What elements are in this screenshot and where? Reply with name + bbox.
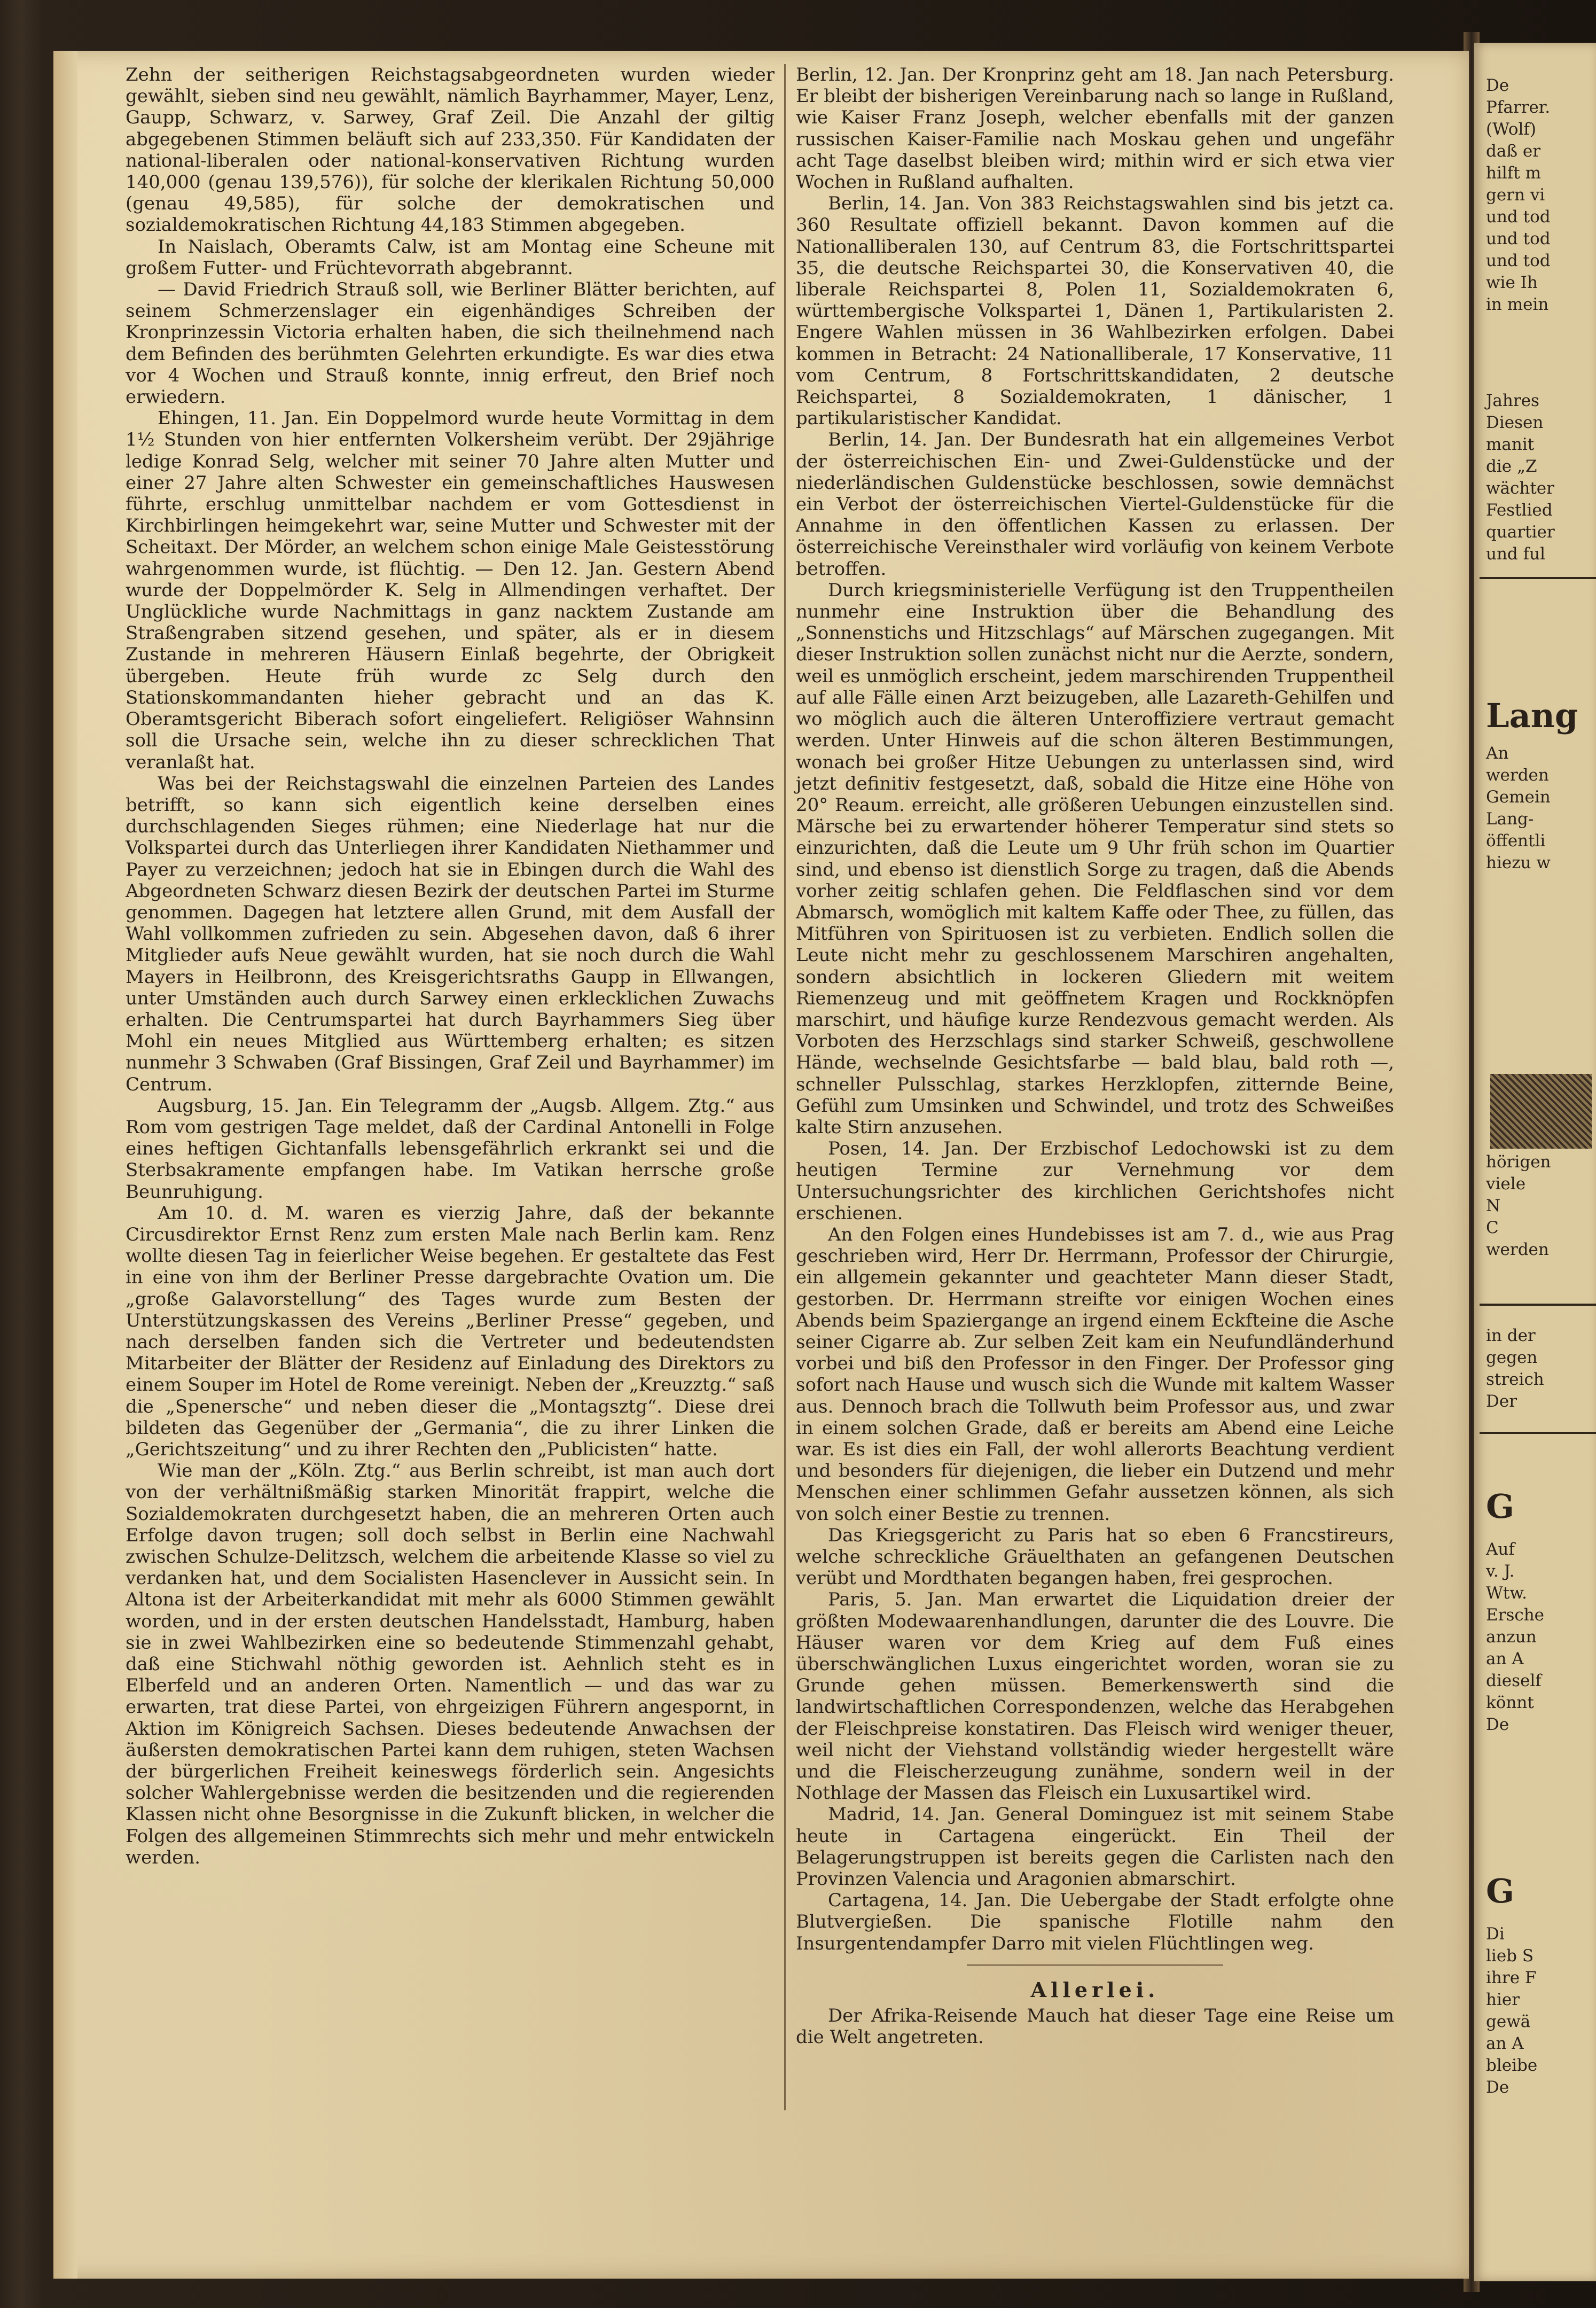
left-column bbox=[126, 64, 774, 1868]
adjacent-page-line: Diesen bbox=[1486, 413, 1544, 432]
adjacent-page-line: Der bbox=[1486, 1392, 1517, 1411]
adjacent-page-line: und tod bbox=[1486, 229, 1551, 248]
adjacent-page-rule bbox=[1480, 1432, 1596, 1434]
section-rule bbox=[967, 1964, 1223, 1966]
column-rule bbox=[784, 64, 786, 2110]
adjacent-page-line: ihre F bbox=[1486, 1968, 1537, 1987]
adjacent-page-line: Festlied bbox=[1486, 501, 1553, 520]
article-paragraph: Berlin, 14. Jan. Der Bundesrath hat ein allgemeines Verbot der österreichischen Ein- und Zwei-Guldenstücke und der niederländischen Guldenstücke beschlossen, sowie demnächst ein Verbot der österreichischen Viertel-Guldenstücke für die Annahme in den öffentlichen Kassen zu erlassen. Der österreichische Vereinsthaler wird vorläufig von keinem Verbote betroffen. bbox=[796, 429, 1394, 580]
adjacent-page-line: an A bbox=[1486, 1649, 1524, 1668]
adjacent-page-line: lieb S bbox=[1486, 1946, 1534, 1966]
article-paragraph: Der Afrika-Reisende Mauch hat dieser Tage eine Reise um die Welt angetreten. bbox=[796, 2005, 1394, 2048]
article-paragraph: Wie man der „Köln. Ztg.“ aus Berlin schreibt, ist man auch dort von der verhältnißmäßig starken Minorität frappirt, welche die Sozialdemokraten durchgesetzt haben, die an mehreren Orten auch Erfolge davon trugen; soll doch selbst in Berlin eine Nachwahl zwischen Schulze-Delitzsch, welchem die arbeitende Klasse so viel zu verdanken hat, und dem Socialisten Hasenclever in Aussicht sein. In Altona ist der Arbeiterkandidat mit mehr als 6000 Stimmen gewählt worden, und in der ersten deutschen Handelsstadt, Hamburg, haben sie in zwei Wahlbezirken eine so bedeutende Stimmenzahl gehabt, daß eine Stichwahl nöthig geworden ist. Aehnlich steht es in Elberfeld und an anderen Orten. Namentlich — und das war zu erwarten, trat diese Partei, von ehrgeizigen Führern angespornt, in Aktion im Königreich Sachsen. Dieses bedeutende Anwachsen der äußersten demokratischen Partei kann dem ruhigen, steten Wachsen der bürgerlichen Freiheit keineswegs förderlich sein. Angesichts solcher Wahlergebnisse werden die besitzenden und die regierenden Klassen nicht ohne Besorgnisse in die Zukunft blicken, in welcher die Folgen des allgemeinen Stimmrechts sich mehr und mehr entwickeln werden. bbox=[126, 1460, 774, 1868]
adjacent-page-line: De bbox=[1486, 2078, 1509, 2097]
adjacent-page-line: und ful bbox=[1486, 544, 1545, 564]
adjacent-page-rule bbox=[1480, 1304, 1596, 1306]
article-paragraph: Was bei der Reichstagswahl die einzelnen Parteien des Landes betrifft, so kann sich eigentlich keine derselben eines durchschlagenden Sieges rühmen; eine Niederlage hat nur die Volkspartei durch das Unterliegen ihrer Kandidaten Niethammer und Payer zu verzeichnen; jedoch hat sie in Ebingen durch die Wahl des Abgeordneten Schwarz diesen Bezirk der deutschen Partei im Sturme genommen. Dagegen hat letztere allen Grund, mit dem Ausfall der Wahl vollkommen zufrieden zu sein. Abgesehen davon, daß 6 ihrer Mitglieder aufs Neue gewählt wurden, hat sie noch durch die Wahl Mayers in Heilbronn, des Kreisgerichtsraths Gaupp in Ellwangen, unter Umständen auch durch Sarwey einen erklecklichen Zuwachs erhalten. Die Centrumspartei hat durch Bayrhammers Sieg über Mohl ein neues Mitglied aus Württemberg erhalten; es sitzen nunmehr 3 Schwaben (Graf Bissingen, Graf Zeil und Bayrhammer) im Centrum. bbox=[126, 773, 774, 1095]
article-paragraph: Augsburg, 15. Jan. Ein Telegramm der „Augsb. Allgem. Ztg.“ aus Rom vom gestrigen Tage meldet, daß der Cardinal Antonelli in Folge eines heftigen Gichtanfalls lebensgefährlich erkrankt sei und die Sterbsakramente empfangen habe. Im Vatikan herrsche große Beunruhigung. bbox=[126, 1095, 774, 1203]
adjacent-page-line: v. J. bbox=[1486, 1562, 1515, 1581]
adjacent-page-line: anzun bbox=[1486, 1627, 1537, 1647]
article-paragraph: — David Friedrich Strauß soll, wie Berliner Blätter berichten, auf seinem Schmerzenslager ein eigenhändiges Schreiben der Kronprinzessin Victoria erhalten haben, die sich theilnehmend nach dem Befinden des berühmten Gelehrten erkundigte. Es war dies etwa vor 4 Wochen und Strauß konnte, innig erfreut, den Brief noch erwiedern. bbox=[126, 279, 774, 408]
adjacent-page-line: C bbox=[1486, 1218, 1499, 1237]
adjacent-page-line: an A bbox=[1486, 2034, 1524, 2053]
adjacent-page-line: viele bbox=[1486, 1174, 1526, 1194]
adjacent-page-line: N bbox=[1486, 1196, 1501, 1215]
adjacent-page-line: Lang- bbox=[1486, 809, 1534, 829]
adjacent-page-line: Gemein bbox=[1486, 787, 1551, 807]
page-edge bbox=[53, 51, 77, 2279]
adjacent-page-line: Pfarrer. bbox=[1486, 98, 1551, 117]
adjacent-page-line: gewä bbox=[1486, 2012, 1531, 2031]
article-paragraph: An den Folgen eines Hundebisses ist am 7. d., wie aus Prag geschrieben wird, Herr Dr. Herrmann, Professor der Chirurgie, ein allgemein gekannter und geachteter Mann dieser Stadt, gestorben. Dr. Herrmann streifte vor einigen Wochen eines Abends beim Spaziergange an irgend einem Eckfteine die Asche seiner Cigarre ab. Zur selben Zeit kam ein Neufundländerhund vorbei und biß den Professor in den Finger. Der Professor ging sofort nach Hause und wusch sich die Wunde mit kaltem Wasser aus. Dennoch brach die Tollwuth beim Professor aus, und zwar in einem solchen Grade, daß er bereits am Abend eine Leiche war. Es ist dies ein Fall, der wohl allerorts Beachtung verdient und besonders für diejenigen, die lieber ein Dutzend und mehr Menschen einer schlimmen Gefahr aussetzen können, als sich von solch einer Bestie zu trennen. bbox=[796, 1223, 1394, 1525]
adjacent-page-line: wie Ih bbox=[1486, 273, 1538, 292]
article-paragraph: In Naislach, Oberamts Calw, ist am Montag eine Scheune mit großem Futter- und Früchtevorrath abgebrannt. bbox=[126, 236, 774, 279]
adjacent-page-line: bleibe bbox=[1486, 2056, 1538, 2075]
adjacent-page-line: De bbox=[1486, 1715, 1509, 1734]
adjacent-page-line: manit bbox=[1486, 435, 1535, 454]
adjacent-page-line: und tod bbox=[1486, 207, 1551, 227]
adjacent-page-line: dieself bbox=[1486, 1671, 1542, 1690]
article-paragraph: Madrid, 14. Jan. General Dominguez ist mit seinem Stabe heute in Cartagena eingerückt. Ein Theil der Belagerungstruppen ist bereits gegen die Carlisten nach den Provinzen Valencia und Aragonien abmarschirt. bbox=[796, 1804, 1394, 1890]
article-paragraph: Das Kriegsgericht zu Paris hat so eben 6 Francstireurs, welche schreckliche Gräuelthaten an gefangenen Deutschen verübt und Mordthaten begangen haben, frei gesprochen. bbox=[796, 1524, 1394, 1589]
adjacent-page-line: öffentli bbox=[1486, 831, 1546, 851]
article-paragraph: Berlin, 14. Jan. Von 383 Reichstagswahlen sind bis jetzt ca. 360 Resultate offiziell bekannt. Davon kommen auf die Nationalliberalen 130, auf Centrum 83, die Fortschrittspartei 35, die deutsche Reichspartei 30, die Konservativen 40, die liberale Reichspartei 8, Polen 11, Sozialdemokraten 6, württembergische Volkspartei 1, Dänen 1, Partikularisten 2. Engere Wahlen müssen in 36 Wahlbezirken erfolgen. Dabei kommen in Betracht: 24 Nationalliberale, 17 Konservative, 11 vom Centrum, 8 Fortschrittskandidaten, 2 deutsche Reichspartei, 8 Sozialdemokraten, 1 dänischer, 1 partikularistischer Kandidat. bbox=[796, 193, 1394, 430]
adjacent-page-line: An bbox=[1486, 744, 1509, 763]
article-paragraph: Durch kriegsministerielle Verfügung ist den Truppentheilen nunmehr eine Instruktion über die Behandlung des „Sonnenstichs und Hitzschlags“ auf Märschen zugegangen. Mit dieser Instruktion sollen zunächst nicht nur die Aerzte, sondern, weil es unmöglich erscheint, jedem marschirenden Truppentheil auf alle Fälle einen Arzt beizugeben, alle Lazareth-Gehilfen und wo möglich auch die älteren Unteroffiziere vertraut gemacht werden. Unter Hinweis auf die schon älteren Bestimmungen, wonach bei großer Hitze Uebungen zu unterlassen sind, wird jetzt definitiv festgesetzt, daß, sobald die Hitze eine Höhe von 20° Reaum. erreicht, alle größeren Uebungen einzustellen sind. Märsche bei zu erwartender höherer Temperatur sind stets so einzurichten, daß die Leute um 9 Uhr früh schon im Quartier sind, und ebenso ist dienstlich Sorge zu tragen, daß die Abends vorher zeitig schlafen gehen. Die Feldflaschen sind vor dem Abmarsch, womöglich mit kaltem Kaffe oder Thee, zu füllen, das Mitführen von Spirituosen ist zu verbieten. Endlich sollen die Leute nicht mehr zu geschlossenem Marschiren angehalten, sondern absichtlich in lockeren Gliedern mit weitem Riemenzeug und mit geöffnetem Kragen und Rockknöpfen marschirt, und häufige kurze Rendezvous gemacht werden. Als Vorboten des Herzschlags sind starker Schweiß, geschwollene Hände, wechselnde Gesichtsfarbe — bald blau, bald roth —, schneller Pulsschlag, starkes Herzklopfen, zitternde Beine, Gefühl zum Umsinken und Schwindel, und trotz des Schweißes kalte Stirn anzusehen. bbox=[796, 579, 1394, 1138]
adjacent-page-line: hiezu w bbox=[1486, 853, 1551, 872]
adjacent-page-heading: G bbox=[1486, 1872, 1514, 1911]
adjacent-page-line: werden bbox=[1486, 766, 1549, 785]
article-paragraph: Ehingen, 11. Jan. Ein Doppelmord wurde heute Vormittag in dem 1½ Stunden von hier entfernten Volkersheim verübt. Der 29jährige ledige Konrad Selg, welcher mit seiner 70 Jahre alten Mutter und einer 27 Jahre alten Schwester ein gemeinschaftliches Hauswesen führte, erschlug unmittelbar nachdem er vom Gottesdienst in Kirchbirlingen heimgekehrt war, seine Mutter und Schwester mit der Scheitaxt. Der Mörder, an welchem schon einige Male Geistesstörung wahrgenommen wurde, ist flüchtig. — Den 12. Jan. Gestern Abend wurde der Doppelmörder K. Selg in Allmendingen verhaftet. Der Unglückliche wurde Nachmittags in ganz nacktem Zustande am Straßengraben sitzend gesehen, und später, als er in diesem Zustande in mehreren Häusern Einlaß begehrte, der Obrigkeit übergeben. Heute früh wurde zc Selg durch den Stationskommandanten hieher gebracht und an das K. Oberamtsgericht Biberach sofort eingeliefert. Religiöser Wahnsinn soll die Ursache sein, welche ihn zu dieser schrecklichen That veranlaßt hat. bbox=[126, 408, 774, 773]
adjacent-page bbox=[1474, 43, 1596, 2281]
adjacent-page-line: Wtw. bbox=[1486, 1584, 1528, 1603]
right-column bbox=[796, 64, 1394, 2048]
adjacent-page-line: gern vi bbox=[1486, 185, 1545, 205]
article-paragraph: Cartagena, 14. Jan. Die Uebergabe der Stadt erfolgte ohne Blutvergießen. Die spanische Flotille nahm den Insurgentendampfer Darro mit vielen Flüchtlingen weg. bbox=[796, 1890, 1394, 1954]
adjacent-page-line: hier bbox=[1486, 1990, 1520, 2009]
adjacent-page-line: in der bbox=[1486, 1326, 1536, 1345]
adjacent-page-line: Di bbox=[1486, 1924, 1505, 1944]
adjacent-page-line: De bbox=[1486, 76, 1509, 95]
article-paragraph: Berlin, 12. Jan. Der Kronprinz geht am 18. Jan nach Petersburg. Er bleibt der bisherigen Vereinbarung nach so lange in Rußland, wie Kaiser Franz Joseph, welcher ebenfalls mit der ganzen russischen Kaiser-Familie nach Moskau gehen und ungefähr acht Tage daselbst bleiben wird; mithin wird er sich etwa vier Wochen in Rußland aufhalten. bbox=[796, 64, 1394, 193]
adjacent-page-line: hörigen bbox=[1486, 1152, 1551, 1172]
adjacent-page-line: hilft m bbox=[1486, 163, 1541, 183]
section-heading: Allerlei. bbox=[1030, 1977, 1160, 2002]
adjacent-page-line: quartier bbox=[1486, 523, 1555, 542]
adjacent-page-line: daß er bbox=[1486, 142, 1541, 161]
adjacent-page-line: gegen bbox=[1486, 1348, 1538, 1367]
adjacent-page-rule bbox=[1480, 577, 1596, 579]
adjacent-page-line: streich bbox=[1486, 1370, 1544, 1389]
adjacent-page-line: und tod bbox=[1486, 251, 1551, 270]
adjacent-page-illustration bbox=[1490, 1074, 1592, 1149]
adjacent-page-heading: Lang bbox=[1486, 696, 1578, 735]
article-paragraph: Zehn der seitherigen Reichstagsabgeordneten wurden wieder gewählt, sieben sind neu gewählt, nämlich Bayrhammer, Mayer, Lenz, Gaupp, Schwarz, v. Sarwey, Graf Zeil. Die Anzahl der giltig abgegebenen Stimmen beläuft sich auf 233,350. Für Kandidaten der national-liberalen oder national-konservativen Richtung wurden 140,000 (genau 139,576)), für solche der klerikalen Richtung 50,000 (genau 49,585), für solche der demokratischen und sozialdemokratischen Richtung 44,183 Stimmen abgegeben. bbox=[126, 64, 774, 236]
adjacent-page-line: werden bbox=[1486, 1240, 1549, 1259]
adjacent-page-line: wächter bbox=[1486, 479, 1554, 498]
adjacent-page-line: Ersche bbox=[1486, 1605, 1545, 1625]
adjacent-page-line: die „Z bbox=[1486, 457, 1537, 476]
adjacent-page-line: könnt bbox=[1486, 1693, 1534, 1712]
adjacent-page-line: Jahres bbox=[1486, 391, 1539, 410]
adjacent-page-line: (Wolf) bbox=[1486, 120, 1536, 139]
adjacent-page-line: in mein bbox=[1486, 295, 1549, 314]
article-paragraph: Am 10. d. M. waren es vierzig Jahre, daß der bekannte Circusdirektor Ernst Renz zum ersten Male nach Berlin kam. Renz wollte diesen Tag in feierlicher Weise begehen. Er gestaltete das Fest in eine von ihm der Berliner Presse dargebrachte Ovation um. Die „große Galavorstellung“ des Tages wurde zum Besten der Unterstützungskassen des Vereins „Berliner Presse“ gegeben, und nach derselben fanden sich die Vertreter und bedeutendsten Mitarbeiter der Blätter der Residenz auf Einladung des Direktors zu einem Souper im Hotel de Rome vereinigt. Neben der „Kreuzztg.“ saß die „Spenersche“ und neben dieser die „Montagsztg“. Diese drei bildeten das Gegenüber der „Germania“, die zu ihrer Linken die „Gerichtszeitung“ und zu ihrer Rechten den „Publicisten“ hatte. bbox=[126, 1202, 774, 1460]
adjacent-page-heading: G bbox=[1486, 1487, 1514, 1526]
adjacent-page-line: Auf bbox=[1486, 1540, 1515, 1559]
article-paragraph: Paris, 5. Jan. Man erwartet die Liquidation dreier der größten Modewaarenhandlungen, darunter die des Louvre. Die Häuser waren vor dem Krieg auf dem Fuß eines überschwänglichen Luxus eingerichtet worden, woran sie zu Grunde gehen müssen. Bemerkenswerth sind die landwirtschaftlichen Correspondenzen, welche das Herabgehen der Fleischpreise konstatiren. Das Fleisch wird weniger theuer, weil nicht der Viehstand vollständig wieder hergestellt wäre und die Fleischerzeugung zunähme, sondern weil in der Nothlage der Massen das Fleisch ein Luxusartikel wird. bbox=[796, 1589, 1394, 1804]
article-paragraph: Posen, 14. Jan. Der Erzbischof Ledochowski ist zu dem heutigen Termine zur Vernehmung vor dem Untersuchungsrichter des kirchlichen Gerichtshofes nicht erschienen. bbox=[796, 1138, 1394, 1224]
